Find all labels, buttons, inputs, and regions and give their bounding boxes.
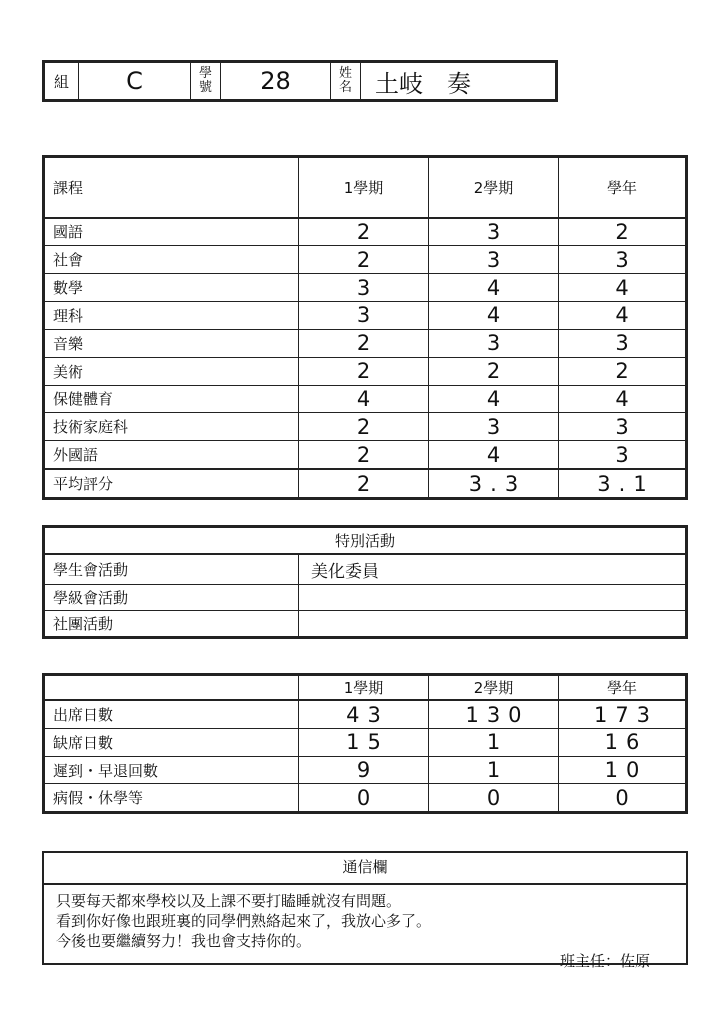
table-row — [45, 729, 686, 757]
table-row — [45, 357, 686, 385]
year-cell: 16 — [559, 729, 686, 757]
table-row — [45, 441, 686, 469]
col-header-term2: 2學期 — [429, 676, 559, 701]
year-cell: 4 — [559, 274, 686, 302]
col-header-term1: 1學期 — [299, 158, 429, 218]
term1-cell: 2 — [299, 413, 429, 441]
term2-cell: 0 — [429, 784, 559, 812]
name-label-top: 姓 — [338, 66, 352, 81]
special-activities-table — [42, 525, 688, 639]
term2-cell: 1 — [429, 729, 559, 757]
year-cell: 2 — [559, 218, 686, 246]
message-line: 只要每天都來學校以及上課不要打瞌睡就沒有問題。 — [56, 892, 402, 910]
year-cell: 173 — [559, 700, 686, 728]
activity-value — [299, 611, 686, 637]
communication-body — [44, 885, 686, 970]
student-no-label-bottom: 號 — [198, 80, 212, 95]
activity-value: 美化委員 — [299, 554, 686, 585]
subject-cell: 技術家庭科 — [45, 413, 299, 441]
table-row — [45, 585, 686, 611]
term2-cell: 130 — [429, 700, 559, 728]
table-row — [45, 413, 686, 441]
term1-cell: 3 — [299, 302, 429, 330]
term2-cell: 3 — [429, 218, 559, 246]
special-activities-title: 特別活動 — [45, 528, 686, 554]
term1-cell: 2 — [299, 329, 429, 357]
term2-cell: 3 — [429, 246, 559, 274]
attendance-label: 病假・休學等 — [45, 784, 299, 812]
col-header-subject: 課程 — [45, 158, 299, 218]
year-cell: 3 — [559, 413, 686, 441]
student-no-value: 28 — [221, 63, 331, 100]
table-row — [45, 784, 686, 812]
average-term1: 2 — [299, 469, 429, 497]
col-header-term1: 1學期 — [299, 676, 429, 701]
term2-cell: 4 — [429, 385, 559, 413]
year-cell: 10 — [559, 756, 686, 784]
table-row — [45, 329, 686, 357]
col-header-year: 學年 — [559, 676, 686, 701]
subject-cell: 音樂 — [45, 329, 299, 357]
term2-cell: 4 — [429, 441, 559, 469]
term1-cell: 3 — [299, 274, 429, 302]
activity-value — [299, 585, 686, 611]
col-header-blank — [45, 676, 299, 701]
term1-cell: 9 — [299, 756, 429, 784]
average-year: 3.1 — [559, 469, 686, 497]
term2-cell: 3 — [429, 413, 559, 441]
term1-cell: 2 — [299, 441, 429, 469]
col-header-year: 學年 — [559, 158, 686, 218]
attendance-label: 出席日數 — [45, 700, 299, 728]
average-row — [45, 469, 686, 497]
table-row — [45, 756, 686, 784]
communication-box — [42, 851, 688, 970]
table-row — [45, 302, 686, 330]
subject-cell: 美術 — [45, 357, 299, 385]
table-row — [45, 218, 686, 246]
year-cell: 4 — [559, 385, 686, 413]
student-no-label — [191, 63, 221, 100]
table-row — [45, 700, 686, 728]
activity-label: 社團活動 — [45, 611, 299, 637]
attendance-label: 缺席日數 — [45, 729, 299, 757]
subject-cell: 外國語 — [45, 441, 299, 469]
year-cell: 3 — [559, 246, 686, 274]
student-no-label-top: 學 — [198, 66, 212, 81]
table-row — [45, 554, 686, 585]
term1-cell: 43 — [299, 700, 429, 728]
year-cell: 3 — [559, 441, 686, 469]
table-row — [45, 246, 686, 274]
activity-label: 學生會活動 — [45, 554, 299, 585]
message-line: 看到你好像也跟班裏的同學們熟絡起來了，我放心多了。 — [56, 912, 432, 930]
term1-cell: 2 — [299, 218, 429, 246]
subject-cell: 數學 — [45, 274, 299, 302]
term1-cell: 4 — [299, 385, 429, 413]
student-info-bar — [42, 60, 558, 102]
name-value: 土岐 奏 — [361, 63, 556, 100]
term1-cell: 2 — [299, 246, 429, 274]
grades-table — [42, 155, 688, 500]
term1-cell: 15 — [299, 729, 429, 757]
message-line: 今後也要繼續努力！我也會支持你的。 — [56, 932, 312, 950]
term2-cell: 1 — [429, 756, 559, 784]
name-label — [331, 63, 361, 100]
table-row — [45, 274, 686, 302]
teacher-signature: 班主任：佐原 — [559, 952, 650, 970]
col-header-term2: 2學期 — [429, 158, 559, 218]
year-cell: 3 — [559, 329, 686, 357]
group-label: 組 — [45, 63, 79, 100]
term1-cell: 2 — [299, 357, 429, 385]
term2-cell: 4 — [429, 302, 559, 330]
subject-cell: 社會 — [45, 246, 299, 274]
term2-cell: 4 — [429, 274, 559, 302]
activity-label: 學級會活動 — [45, 585, 299, 611]
attendance-label: 遲到・早退回數 — [45, 756, 299, 784]
year-cell: 0 — [559, 784, 686, 812]
term1-cell: 0 — [299, 784, 429, 812]
average-label: 平均評分 — [45, 469, 299, 497]
group-value: C — [79, 63, 191, 100]
attendance-table — [42, 673, 688, 814]
average-term2: 3.3 — [429, 469, 559, 497]
table-row — [45, 611, 686, 637]
subject-cell: 國語 — [45, 218, 299, 246]
year-cell: 2 — [559, 357, 686, 385]
communication-title: 通信欄 — [44, 853, 686, 885]
subject-cell: 理科 — [45, 302, 299, 330]
term2-cell: 2 — [429, 357, 559, 385]
subject-cell: 保健體育 — [45, 385, 299, 413]
term2-cell: 3 — [429, 329, 559, 357]
table-row — [45, 385, 686, 413]
name-label-bottom: 名 — [338, 80, 352, 95]
year-cell: 4 — [559, 302, 686, 330]
